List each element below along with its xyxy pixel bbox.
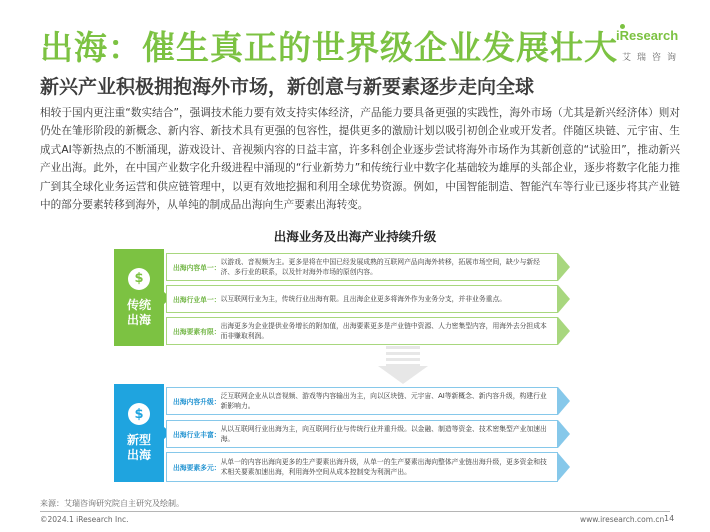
row-text: 从以互联网行业出海为主，向互联网行业与传统行业并重升级。以金融、制造等资金、技术密集型产业加速出海。 (220, 424, 547, 443)
diagram-title: 出海业务及出海产业持续升级 (273, 229, 437, 244)
source-note: 来源：艾瑞咨询研究院自主研究及绘制。 (40, 499, 184, 508)
row-heading: 出海行业单一： (173, 296, 221, 304)
row-tail-icon (558, 285, 570, 313)
new-outbound-label: 新型出海 (126, 433, 151, 462)
footer-divider (40, 511, 670, 512)
traditional-outbound-label: 传统出海 (126, 297, 151, 327)
page-number: 14 (664, 514, 675, 523)
new-row-content (166, 387, 558, 415)
new-outbound-block (114, 384, 164, 482)
page-subtitle: 新兴产业积极拥抱海外市场，新创意与新要素逐步走向全球 (40, 76, 535, 98)
row-heading: 出海要素有限： (173, 328, 221, 336)
row-text: 出海更多为企业提供业务增长的附加值，出海要素更多是产业链中资源、人力密集型内容，用海外去分担成本而非赚取利润。 (220, 321, 547, 340)
page-title: 出海：催生真正的世界级企业发展壮大 (40, 28, 618, 67)
row-heading: 出海要素多元： (173, 464, 221, 472)
row-text: 泛互联网企业从以音视频、游戏等内容输出为主，向以区块链、元宇宙、AI等新概念、新内容升级，构建行业新影响力。 (220, 391, 547, 410)
row-tail-icon (558, 253, 570, 281)
logo-text: iResearch (616, 28, 679, 43)
traditional-row-factors (166, 317, 558, 345)
globe-dollar-icon: $ (128, 403, 150, 425)
row-tail-icon (558, 387, 570, 415)
traditional-outbound-block (114, 249, 164, 346)
row-text: 以互联网行业为主，传统行业出海有限。且出海企业更多将海外作为业务分支，并非业务重点。 (220, 294, 507, 303)
copyright: ©2024.1 iResearch Inc. (40, 515, 129, 524)
row-tail-icon (558, 317, 570, 345)
row-text: 以游戏、音视频为主。更多是将在中国已经发展成熟的互联网产品向海外转移，拓展市场空间，缺少与新经济、多行业的联系，以及针对海外市场的原创内容。 (220, 257, 541, 276)
logo-subtext: 艾瑞咨询 (622, 53, 683, 63)
upgrade-arrow-icon (378, 346, 434, 386)
body-paragraph: 相较于国内更注重“数实结合”，强调技术能力要有效支持实体经济，产品能力要具备更强的实践性，海外市场（尤其是新兴经济体）则对仍处在雏形阶段的新概念、新内容、新技术具有更强的包容性，提供更多的激励计划以吸引初创企业或开发者。伴随区块链、元宇宙、生成式AI等新热点的不断涌现，游戏设计、音视频内容的日益丰富，许多科创企业逐步尝试将海外市场作为其新创意的“试验田”，推动新兴产业出海。此外，在中国产业数字化升级进程中涌现的“行业新势力”和传统行业中数字化基础较为雄厚的头部企业，逐步将数字化能力推广到其全球化业务运营和供应链管理中，以更有效地挖掘和利用全球优势资源。例如，中国智能制造、智能汽车等行业已逐步将其产业链中的部分要素转移到海外，从单纯的制成品出海向生产要素出海转变。 (40, 107, 680, 212)
row-heading: 出海行业丰富： (173, 431, 221, 439)
traditional-row-industry (166, 285, 558, 313)
traditional-row-content (166, 253, 558, 281)
website-link: www.iresearch.com.cn (580, 515, 665, 524)
row-text: 从单一的内容出海向更多的生产要素出海升级，从单一的生产要素出海向整体产业链出海升级，更多资金和技术相关要素加速出海，利用海外空间从成本控制变为利润产出。 (220, 457, 547, 476)
row-heading: 出海内容升级： (173, 398, 221, 406)
new-row-factors (166, 452, 558, 482)
globe-dollar-icon: $ (128, 268, 150, 290)
row-tail-icon (558, 453, 570, 481)
row-tail-icon (558, 420, 570, 448)
row-heading: 出海内容单一： (173, 264, 221, 272)
new-row-industry (166, 420, 558, 448)
